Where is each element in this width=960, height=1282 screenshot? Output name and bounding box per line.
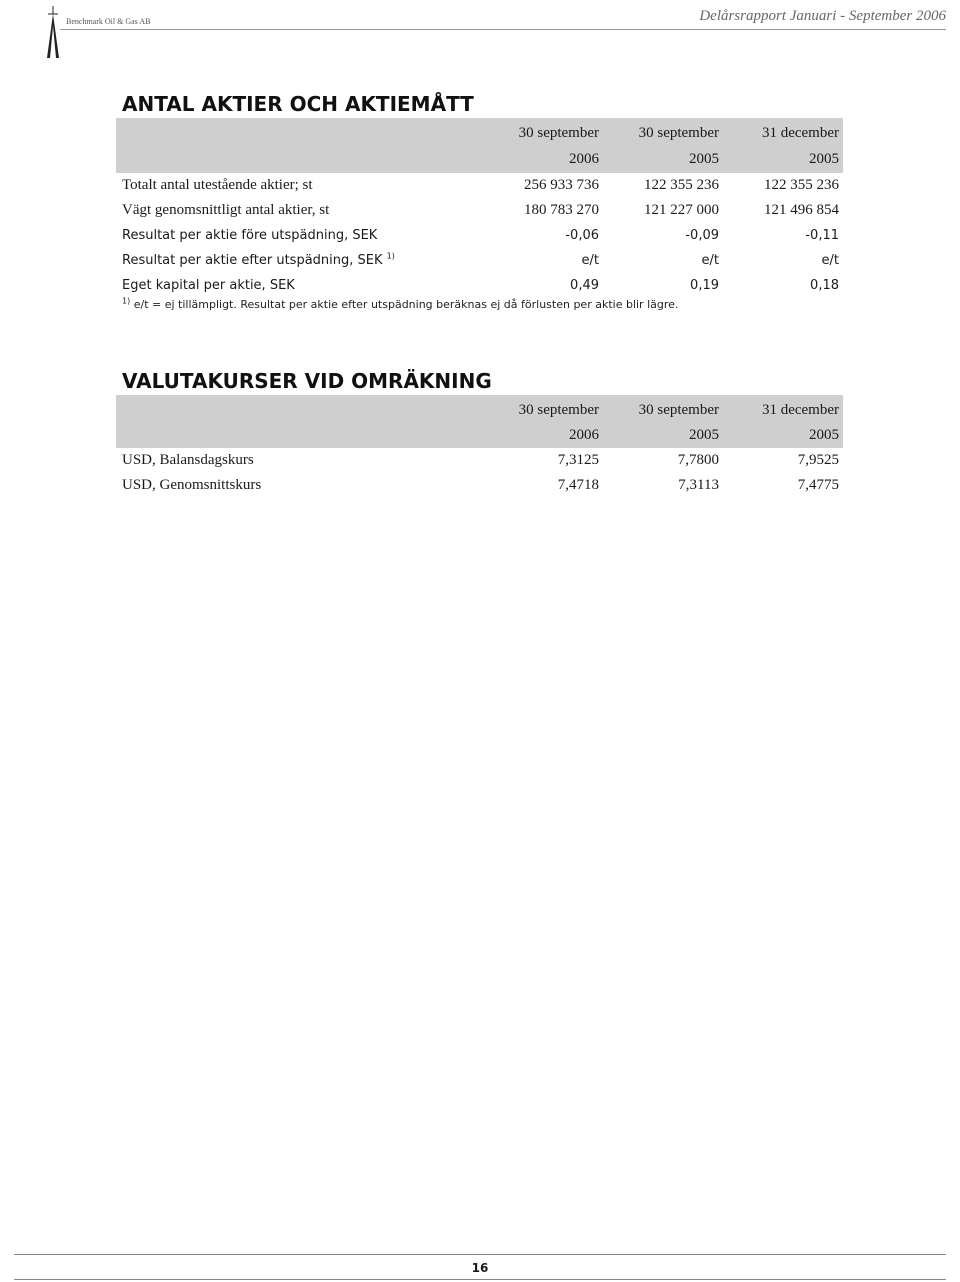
table-row (116, 248, 843, 273)
shares-header-row-2 (116, 146, 843, 173)
shares-section-title: ANTAL AKTIER OCH AKTIEMÅTT (122, 92, 474, 116)
oil-derrick-logo-icon (44, 6, 62, 58)
table-row (116, 173, 843, 198)
cell-value: 0,19 (690, 278, 719, 293)
cell-value: -0,11 (805, 228, 839, 243)
footnote-mark: 1) (122, 296, 131, 306)
row-label: Vägt genomsnittligt antal aktier, st (122, 202, 330, 218)
col-header: 30 september (603, 395, 723, 423)
row-label-cell (116, 248, 483, 273)
col-header: 31 december (723, 395, 843, 423)
cell-value: 121 227 000 (644, 202, 719, 218)
col-header: 30 september (483, 395, 603, 423)
col-year: 2005 (603, 146, 723, 173)
row-label: USD, Genomsnittskurs (122, 477, 262, 493)
table-row (116, 473, 843, 498)
cell-value: e/t (581, 253, 599, 268)
fx-header-row-1 (116, 395, 843, 423)
col-header: 30 september (483, 118, 603, 146)
cell-value: 7,3125 (557, 452, 599, 468)
cell-value: 0,49 (570, 278, 599, 293)
row-label: Resultat per aktie före utspädning, SEK (122, 228, 378, 243)
table-row (116, 223, 843, 248)
cell-value: e/t (701, 253, 719, 268)
fx-table (116, 395, 843, 498)
fx-section-title: VALUTAKURSER VID OMRÄKNING (122, 369, 492, 393)
shares-table (116, 118, 843, 298)
table-row (116, 448, 843, 473)
cell-value: 122 355 236 (764, 177, 839, 193)
cell-value: 121 496 854 (764, 202, 839, 218)
shares-header-row-1 (116, 118, 843, 146)
footnote-ref: 1) (386, 251, 395, 261)
col-year: 2006 (483, 423, 603, 448)
fx-header-row-2 (116, 423, 843, 448)
col-year: 2006 (483, 146, 603, 173)
cell-value: 7,4775 (797, 477, 839, 493)
table-row (116, 273, 843, 298)
cell-value: 0,18 (810, 278, 839, 293)
cell-value: 7,7800 (677, 452, 719, 468)
cell-value: 7,4718 (557, 477, 599, 493)
report-title: Delårsrapport Januari - September 2006 (699, 8, 946, 24)
col-year: 2005 (723, 423, 843, 448)
cell-value: e/t (821, 253, 839, 268)
cell-value: -0,09 (685, 228, 719, 243)
company-name: Benchmark Oil & Gas AB (66, 17, 151, 26)
header-divider (60, 29, 946, 30)
row-label: Eget kapital per aktie, SEK (122, 278, 295, 293)
col-year: 2005 (723, 146, 843, 173)
table-row (116, 198, 843, 223)
row-label: USD, Balansdagskurs (122, 452, 254, 468)
cell-value: 180 783 270 (524, 202, 599, 218)
cell-value: -0,06 (565, 228, 599, 243)
col-year: 2005 (603, 423, 723, 448)
cell-value: 7,3113 (678, 477, 719, 493)
cell-value: 7,9525 (797, 452, 839, 468)
col-header: 30 september (603, 118, 723, 146)
cell-value: 256 933 736 (524, 177, 599, 193)
cell-value: 122 355 236 (644, 177, 719, 193)
page-number: 16 (471, 1261, 489, 1275)
footnote-text: e/t = ej tillämpligt. Resultat per aktie efter utspädning beräknas ej då förlusten per aktie blir lägre. (133, 298, 679, 311)
col-header: 31 december (723, 118, 843, 146)
row-label: Resultat per aktie efter utspädning, SEK (122, 253, 383, 268)
row-label: Totalt antal utestående aktier; st (122, 177, 313, 193)
footnote (122, 298, 678, 311)
